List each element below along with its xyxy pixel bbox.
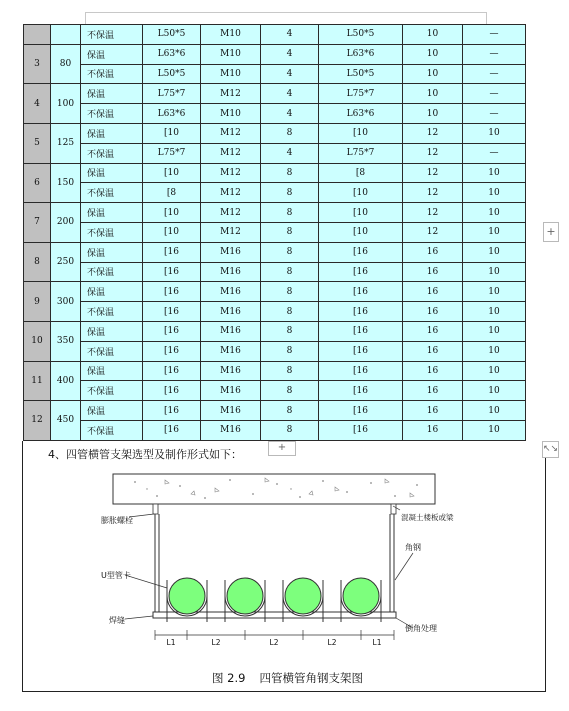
cell-extra: — [463,64,526,84]
cell-bolt: M10 [201,44,261,64]
cell-angle: L75*7 [143,143,201,163]
cell-dn: 150 [51,163,81,203]
cell-count: 4 [261,44,319,64]
cell-insulation: 保温 [81,321,143,341]
add-row-button[interactable]: + [268,441,296,456]
table-row [24,321,526,341]
cell-bolt: M12 [201,123,261,143]
cell-angle: [16 [143,302,201,322]
cell-bolt: M12 [201,203,261,223]
label-angle-steel: 角钢 [405,543,421,552]
cell-angle: [16 [143,321,201,341]
cell-weld: 16 [403,420,463,440]
cell-count: 8 [261,123,319,143]
cell-steel: [16 [319,282,403,302]
cell-steel: [16 [319,302,403,322]
leader-angle-steel [395,553,413,580]
cell-steel: [10 [319,222,403,242]
cell-count: 8 [261,163,319,183]
cell-angle: [16 [143,341,201,361]
cell-dn: 125 [51,123,81,163]
dimension-labels [167,638,382,647]
cell-insulation: 不保温 [81,262,143,282]
cell-angle: [16 [143,401,201,421]
cell-insulation: 保温 [81,361,143,381]
cell-extra: 10 [463,361,526,381]
cell-weld: 16 [403,282,463,302]
cell-weld: 16 [403,381,463,401]
cell-bolt: M16 [201,282,261,302]
table-row [24,64,526,84]
cell-count: 8 [261,282,319,302]
cell-dn [51,25,81,45]
cell-weld: 16 [403,341,463,361]
figure-title: 四管横管角钢支架图 [259,671,363,685]
cell-no: 8 [24,242,51,282]
table-row [24,44,526,64]
cell-weld: 12 [403,163,463,183]
cell-bolt: M12 [201,183,261,203]
cell-no: 10 [24,321,51,361]
table-row [24,401,526,421]
cell-weld: 10 [403,84,463,104]
resize-handle[interactable]: ↖↘ [542,441,559,458]
label-chamfer: 倒角处理 [405,624,437,633]
cell-extra: — [463,84,526,104]
cell-weld: 10 [403,104,463,124]
cell-bolt: M16 [201,262,261,282]
label-u-clamp: U型管卡 [101,571,131,580]
dim-l2-a: L2 [211,638,221,647]
cell-bolt: M16 [201,242,261,262]
cell-insulation: 不保温 [81,302,143,322]
cell-count: 8 [261,341,319,361]
cell-steel: [16 [319,242,403,262]
cell-count: 4 [261,104,319,124]
cell-extra: 10 [463,401,526,421]
table-row [24,104,526,124]
cell-count: 8 [261,302,319,322]
cell-count: 8 [261,381,319,401]
cell-count: 4 [261,64,319,84]
top-guide-tick-right [486,12,487,24]
cell-dn: 400 [51,361,81,401]
cell-bolt: M16 [201,381,261,401]
cell-steel: L63*6 [319,104,403,124]
cell-angle: [16 [143,381,201,401]
table-row [24,381,526,401]
cell-no: 11 [24,361,51,401]
cell-count: 4 [261,84,319,104]
cell-extra: 10 [463,381,526,401]
cell-weld: 12 [403,203,463,223]
cell-steel: [16 [319,262,403,282]
cell-insulation: 不保温 [81,341,143,361]
cell-no: 7 [24,203,51,243]
cell-extra: 10 [463,262,526,282]
cell-extra: 10 [463,341,526,361]
cell-weld: 12 [403,123,463,143]
cell-angle: L75*7 [143,84,201,104]
cell-dn: 300 [51,282,81,322]
cell-extra: 10 [463,183,526,203]
cell-count: 4 [261,25,319,45]
table-row [24,84,526,104]
cell-weld: 12 [403,183,463,203]
cell-weld: 10 [403,44,463,64]
cell-extra: 10 [463,321,526,341]
table-row [24,183,526,203]
table-row [24,262,526,282]
cell-weld: 16 [403,361,463,381]
cell-weld: 10 [403,25,463,45]
cell-weld: 16 [403,262,463,282]
cell-insulation: 保温 [81,203,143,223]
cell-weld: 12 [403,222,463,242]
cell-angle: [10 [143,123,201,143]
table-row [24,420,526,440]
cell-bolt: M16 [201,341,261,361]
cell-extra: 10 [463,203,526,223]
cell-angle: [16 [143,242,201,262]
cell-extra: 10 [463,123,526,143]
table-row [24,203,526,223]
cell-insulation: 保温 [81,282,143,302]
cell-bolt: M16 [201,361,261,381]
cell-angle: L63*6 [143,44,201,64]
cell-bolt: M12 [201,143,261,163]
figure-number: 图 2.9 [212,671,246,685]
dim-l1-left: L1 [166,638,176,647]
cell-extra: 10 [463,163,526,183]
cell-bolt: M16 [201,302,261,322]
cell-steel: [16 [319,341,403,361]
cell-extra: — [463,143,526,163]
dim-l1-right: L1 [372,638,382,647]
cell-no: 12 [24,401,51,441]
cell-no: 9 [24,282,51,322]
section-heading: 4、四管横管支架选型及制作形式如下： [48,448,242,461]
cell-insulation: 不保温 [81,25,143,45]
cell-angle: [16 [143,361,201,381]
label-concrete: 混凝土楼板或梁 [401,513,454,522]
cell-insulation: 不保温 [81,143,143,163]
cell-steel: [8 [319,163,403,183]
cell-steel: [16 [319,420,403,440]
cell-steel: L75*7 [319,84,403,104]
cell-count: 4 [261,143,319,163]
leader-u-clamp [125,575,167,588]
table-row [24,123,526,143]
cell-steel: [16 [319,361,403,381]
cell-bolt: M12 [201,163,261,183]
table-row [24,143,526,163]
cell-steel: [10 [319,123,403,143]
cell-angle: [10 [143,203,201,223]
cell-no: 6 [24,163,51,203]
cell-steel: [16 [319,321,403,341]
cell-count: 8 [261,420,319,440]
cell-weld: 10 [403,64,463,84]
cell-insulation: 保温 [81,242,143,262]
cell-insulation: 不保温 [81,183,143,203]
top-guide-line [85,12,487,13]
cell-weld: 16 [403,302,463,322]
cell-weld: 16 [403,242,463,262]
table-row [24,361,526,381]
cell-steel: L50*5 [319,25,403,45]
table-row [24,302,526,322]
cell-extra: 10 [463,302,526,322]
cell-extra: — [463,25,526,45]
cell-no [24,25,51,45]
cell-count: 8 [261,222,319,242]
label-weld-seam: 焊缝 [109,616,125,625]
cell-no: 5 [24,123,51,163]
cell-count: 8 [261,262,319,282]
top-guide-tick-left [85,12,86,24]
cell-bolt: M16 [201,420,261,440]
cell-insulation: 不保温 [81,104,143,124]
cell-insulation: 保温 [81,123,143,143]
cell-bolt: M10 [201,25,261,45]
dim-l2-c: L2 [327,638,337,647]
cell-steel: [16 [319,381,403,401]
table-row [24,282,526,302]
four-pipe-support-drawing [95,470,455,655]
table-row [24,341,526,361]
cell-extra: 10 [463,242,526,262]
cell-dn: 80 [51,44,81,84]
cell-angle: [10 [143,163,201,183]
cell-count: 8 [261,401,319,421]
add-column-button[interactable]: + [543,222,559,242]
cell-steel: [10 [319,203,403,223]
cell-bolt: M16 [201,321,261,341]
cell-steel: L75*7 [319,143,403,163]
cell-count: 8 [261,242,319,262]
expansion-bolt-right [391,504,396,514]
cell-insulation: 不保温 [81,381,143,401]
cell-no: 4 [24,84,51,124]
cell-no: 3 [24,44,51,84]
cell-bolt: M10 [201,64,261,84]
table-row [24,222,526,242]
cell-weld: 12 [403,143,463,163]
cell-insulation: 保温 [81,44,143,64]
cell-angle: [16 [143,262,201,282]
cell-angle: L50*5 [143,25,201,45]
cell-dn: 250 [51,242,81,282]
cell-steel: L63*6 [319,44,403,64]
cell-bolt: M12 [201,222,261,242]
table-row [24,25,526,45]
cell-angle: L63*6 [143,104,201,124]
cell-angle: L50*5 [143,64,201,84]
cell-count: 8 [261,183,319,203]
cell-angle: [16 [143,282,201,302]
concrete-slab [113,474,435,504]
cell-bolt: M10 [201,104,261,124]
cell-insulation: 不保温 [81,64,143,84]
cell-angle: [16 [143,420,201,440]
cell-weld: 16 [403,321,463,341]
cell-extra: — [463,104,526,124]
cell-extra: — [463,44,526,64]
cell-extra: 10 [463,420,526,440]
cell-dn: 200 [51,203,81,243]
cell-steel: [16 [319,401,403,421]
label-expansion-bolt: 膨胀螺栓 [101,516,133,525]
cell-insulation: 保温 [81,163,143,183]
cell-insulation: 保温 [81,84,143,104]
leader-weld-seam [125,616,153,619]
cell-count: 8 [261,203,319,223]
cell-steel: [10 [319,183,403,203]
cell-extra: 10 [463,282,526,302]
cell-angle: [10 [143,222,201,242]
cell-dn: 350 [51,321,81,361]
table-row [24,242,526,262]
cell-insulation: 不保温 [81,222,143,242]
cell-bolt: M12 [201,84,261,104]
table-row [24,163,526,183]
cell-extra: 10 [463,222,526,242]
support-spec-table [23,24,526,441]
dim-l2-b: L2 [269,638,279,647]
cell-angle: [8 [143,183,201,203]
cell-dn: 450 [51,401,81,441]
expansion-bolt-left [153,504,158,514]
cell-weld: 16 [403,401,463,421]
cell-insulation: 不保温 [81,420,143,440]
cell-bolt: M16 [201,401,261,421]
cell-steel: L50*5 [319,64,403,84]
cell-count: 8 [261,361,319,381]
cell-count: 8 [261,321,319,341]
figure-caption [212,670,377,686]
cell-insulation: 保温 [81,401,143,421]
cell-dn: 100 [51,84,81,124]
